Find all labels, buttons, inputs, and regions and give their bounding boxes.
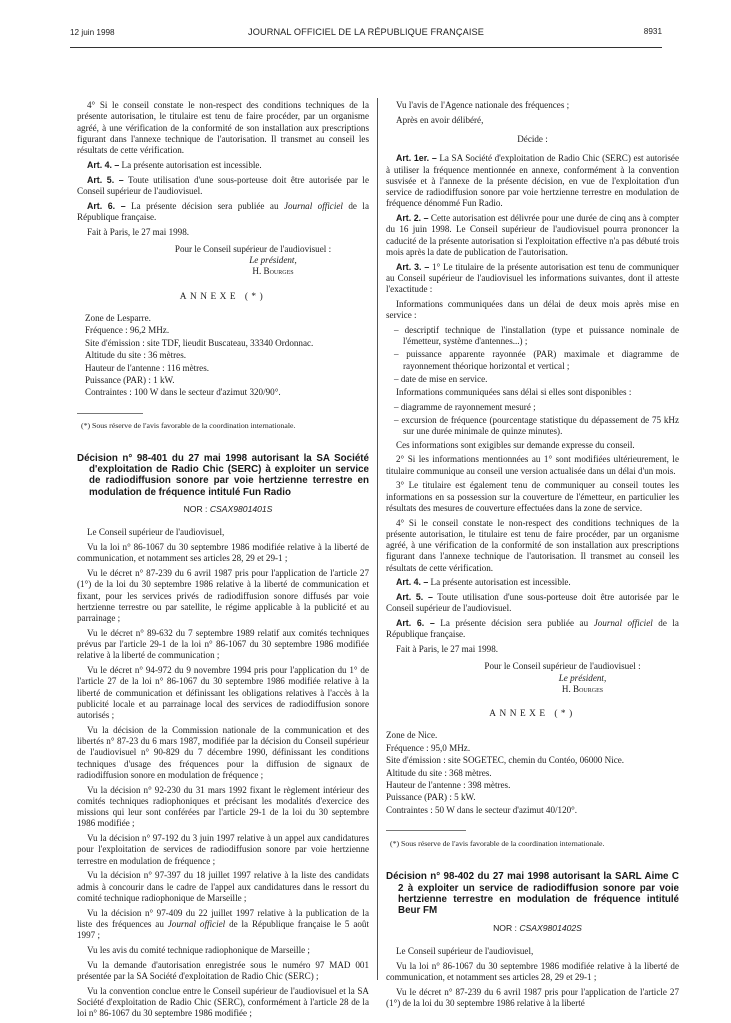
signature-block: Pour le Conseil supérieur de l'audiovisuel : Le président, H. Bourges bbox=[77, 244, 369, 278]
annexe-line: Altitude du site : 36 mètres. bbox=[85, 350, 187, 361]
list-item: – puissance apparente rayonnée (PAR) maximale et diagramme de rayonnement théorique horizontal et vertical ; bbox=[394, 349, 679, 371]
paragraph: Vu la décision de la Commission nationale de la communication et des libertés n° 87-23 du 6 mars 1987, modifiée par la décision du Conseil supérieur de l'audiovisuel n° 90-829 du 7 décembre 1990, définissant les conditions techniques d'usage des fréquences pour la diffusion de signaux de radiodiffusion sonore en modulation de fréquence ; bbox=[77, 724, 369, 780]
fait-a-paris: Fait à Paris, le 27 mai 1998. bbox=[396, 644, 499, 654]
annexe-title: ANNEXE (*) bbox=[489, 709, 576, 719]
paragraph: Vu la décision n° 97-397 du 18 juillet 1997 relative à la liste des candidats admis à concourir dans le cadre de l'appel aux candidatures dans le ressort du comité technique radiophonique de Marseille ; bbox=[77, 870, 369, 903]
page-header bbox=[70, 22, 662, 38]
footnote-rule bbox=[386, 830, 466, 832]
article-label: Art. 3. – bbox=[396, 261, 430, 272]
nor-reference: NOR : CSAX9801402S bbox=[493, 922, 582, 933]
article-label: Art. 6. – bbox=[87, 200, 126, 211]
column-divider bbox=[377, 98, 378, 980]
annexe-line: Zone de Lesparre. bbox=[85, 312, 151, 323]
signatory-role: Le président, bbox=[558, 672, 607, 683]
paragraph: Vu le décret n° 89-632 du 7 septembre 1989 relatif aux comités techniques prévus par l'article 29-1 de la loi n° 86-1067 du 30 septembre 1986 modifiée relative à la liberté de communication ; bbox=[77, 627, 369, 661]
paragraph: Vu le décret n° 94-972 du 9 novembre 1994 pris pour l'application du 1° de l'article 27 de la loi n° 86-1067 du 30 septembre 1986 modifiée relative à la liberté de communication et définissant les obligations relatives à l'accès à la publicité locale et au parrainage local des services de radiodiffusion sonore autorisés ; bbox=[77, 665, 369, 721]
article-label: Art. 5. – bbox=[87, 174, 124, 185]
annexe-line: Hauteur de l'antenne : 116 mètres. bbox=[85, 362, 210, 373]
paragraph: Vu la loi n° 86-1067 du 30 septembre 1986 modifiée relative à la liberté de communication, et notamment ses articles 28, 29 et 29-1 ; bbox=[77, 542, 369, 564]
paragraph: Informations communiquées dans un délai de deux mois après mise en service : bbox=[386, 298, 679, 320]
decision-title: Décision n° 98-402 du 27 mai 1998 autorisant la SARL Aime C 2 à exploiter un service de radiodiffusion sonore par voie hertzienne terrestre en modulation de fréquence intitulé Beur FM bbox=[386, 871, 679, 917]
article-6: Art. 6. – La présente décision sera publiée au Journal officiel de la République française. bbox=[77, 200, 369, 222]
list-item: – excursion de fréquence (pourcentage statistique du dépassement de 75 kHz sur une durée minimale de quinze minutes). bbox=[394, 415, 679, 437]
paragraph: 4° Si le conseil constate le non-respect des conditions techniques de la présente autorisation, le titulaire est tenu de faire procéder, par un organisme agréé, à une vérification de la conformité de son installation aux prescriptions figurant dans l'annexe technique de l'autorisation. Il transmet au conseil les résultats de cette vérification. bbox=[77, 100, 369, 155]
article-1: Art. 1er. – La SA Société d'exploitation de Radio Chic (SERC) est autorisée à utiliser la fréquence mentionnée en annexe, conformément à la convention susvisée et à l'annexe de la présente décision, en vue de l'exploitation d'un service de radiodiffusion sonore par voie hertzienne terrestre en modulation de fréquence dénommé Fun Radio. bbox=[386, 153, 679, 209]
signatory-name: H. Bourges bbox=[252, 266, 294, 277]
article-label: Art. 4. – bbox=[396, 577, 429, 588]
annexe-line: Zone de Nice. bbox=[386, 730, 438, 741]
paragraph: Vu l'avis de l'Agence nationale des fréquences ; bbox=[396, 100, 570, 110]
annexe-line: Hauteur de l'antenne : 398 mètres. bbox=[386, 780, 511, 790]
paragraph: 4° Si le conseil constate le non-respect des conditions techniques de la présente autorisation, le titulaire est tenu de faire procéder, par un organisme agréé, à une vérification de la conformité de son installation aux prescriptions figurant dans l'annexe technique de l'autorisation. Il transmet au conseil les résultats de cette vérification. bbox=[386, 517, 679, 573]
decide-heading: Décide : bbox=[517, 134, 548, 144]
annexe-line: Puissance (PAR) : 5 kW. bbox=[386, 792, 476, 803]
annexe-line: Site d'émission : site TDF, lieudit Buscateau, 33340 Ordonnac. bbox=[85, 337, 314, 348]
right-column bbox=[386, 100, 679, 1013]
article-6: Art. 6. – La présente décision sera publiée au Journal officiel de la République française. bbox=[386, 618, 679, 640]
annexe-line: Fréquence : 95,0 MHz. bbox=[386, 742, 471, 753]
annexe-title: ANNEXE (*) bbox=[179, 291, 267, 302]
annexe-line: Puissance (PAR) : 1 kW. bbox=[85, 374, 175, 385]
article-4: Art. 4. – La présente autorisation est incessible. bbox=[87, 159, 262, 170]
annexe-line: Contraintes : 100 W dans le secteur d'azimut 320/90°. bbox=[85, 387, 281, 398]
journal-title: JOURNAL OFFICIEL DE LA RÉPUBLIQUE FRANÇAISE bbox=[248, 27, 484, 37]
annexe-line: Site d'émission : site SOGETEC, chemin du Contéo, 06000 Nice. bbox=[386, 755, 625, 766]
paragraph: Vu la décision n° 92-230 du 31 mars 1992 fixant le règlement intérieur des comités techniques radiophoniques et précisant les modalités d'exercice des missions qui leur sont conférées par l'article 29-1 de la loi du 30 septembre 1986 modifiée ; bbox=[77, 784, 369, 829]
signatory-role: Le président, bbox=[249, 255, 297, 265]
annexe-list bbox=[386, 730, 679, 816]
article-5: Art. 5. – Toute utilisation d'une sous-porteuse doit être autorisée par le Conseil supérieur de l'audiovisuel. bbox=[77, 174, 369, 196]
paragraph: Vu les avis du comité technique radiophonique de Marseille ; bbox=[87, 944, 310, 955]
article-label: Art. 1er. – bbox=[396, 153, 437, 164]
page-number: 8931 bbox=[643, 27, 662, 36]
annexe-line: Fréquence : 96,2 MHz. bbox=[85, 325, 170, 336]
paragraph: Vu la décision n° 97-192 du 3 juin 1997 relative à un appel aux candidatures pour l'exploitation de services de radiodiffusion sonore par voie hertzienne terrestre en modulation de fréquence ; bbox=[77, 833, 369, 866]
paragraph: Vu le décret n° 87-239 du 6 avril 1987 pris pour l'application de l'article 27 (1°) de la loi du 30 septembre 1986 relative à la liberté bbox=[386, 986, 679, 1008]
fait-a-paris: Fait à Paris, le 27 mai 1998. bbox=[87, 226, 190, 237]
header-date: 12 juin 1998 bbox=[70, 28, 115, 37]
footnote: (*) Sous réserve de l'avis favorable de la coordination internationale. bbox=[390, 839, 605, 849]
paragraph: Vu la convention conclue entre le Conseil supérieur de l'audiovisuel et la SA Société d'exploitation de Radio Chic (SERC), conformément à l'article 28 de la loi n° 86-1067 du 30 septembre 1986 modifiée ; bbox=[77, 985, 369, 1019]
header-rule bbox=[70, 47, 662, 48]
article-label: Art. 5. – bbox=[396, 592, 433, 602]
footnote-rule bbox=[77, 413, 143, 414]
annexe-line: Altitude du site : 368 mètres. bbox=[386, 767, 492, 778]
list-item: – descriptif technique de l'installation (type et puissance nominale de l'émetteur, système d'antennes...) ; bbox=[394, 324, 680, 346]
article-4: Art. 4. – La présente autorisation est incessible. bbox=[396, 577, 571, 588]
paragraph: Vu la demande d'autorisation enregistrée sous le numéro 97 MAD 001 présentée par la SA Société d'exploitation de Radio Chic (SERC) ; bbox=[77, 959, 369, 981]
footnote: (*) Sous réserve de l'avis favorable de la coordination internationale. bbox=[81, 420, 296, 430]
paragraph: Le Conseil supérieur de l'audiovisuel, bbox=[87, 527, 225, 538]
article-2: Art. 2. – Cette autorisation est délivrée pour une durée de cinq ans à compter du 16 juin 1998. Le Conseil supérieur de l'audiovisuel pourra prononcer la caducité de la présente autorisation si l'exploitation effective n'a pas débuté trois mois après la date de publication de l'autorisation. bbox=[386, 213, 679, 257]
article-label: Art. 6. – bbox=[396, 618, 435, 628]
article-5: Art. 5. – Toute utilisation d'une sous-porteuse doit être autorisée par le Conseil supérieur de l'audiovisuel. bbox=[386, 592, 679, 614]
paragraph: Après en avoir délibéré, bbox=[396, 114, 484, 125]
paragraph: Ces informations sont exigibles sur demande expresse du conseil. bbox=[396, 439, 635, 450]
left-column bbox=[77, 100, 369, 1023]
paragraph: 3° Le titulaire est également tenu de communiquer au conseil toutes les informations en sa possession sur la couverture de l'émetteur, en particulier les résultats des mesures de couverture effectuées dans la zone de service. bbox=[386, 480, 679, 513]
paragraph: 2° Si les informations mentionnées au 1° sont modifiées ultérieurement, le titulaire communique au conseil une version actualisée dans un délai d'un mois. bbox=[386, 454, 679, 476]
paragraph: Le Conseil supérieur de l'audiovisuel, bbox=[396, 945, 534, 956]
annexe-list bbox=[77, 313, 369, 399]
list-item: – diagramme de rayonnement mesuré ; bbox=[394, 401, 536, 412]
paragraph: Informations communiquées sans délai si elles sont disponibles : bbox=[396, 387, 632, 397]
article-label: Art. 2. – bbox=[396, 213, 429, 223]
signature-block: Pour le Conseil supérieur de l'audiovisuel : Le président, H. Bourges bbox=[386, 661, 679, 695]
nor-reference: NOR : CSAX9801401S bbox=[183, 504, 273, 515]
article-label: Art. 4. – bbox=[87, 159, 120, 170]
paragraph: Vu le décret n° 87-239 du 6 avril 1987 pris pour l'application de l'article 27 (1°) de la loi du 30 septembre 1986 relative à la liberté de communication et fixant, pour les services privés de radiodiffusion sonore diffusés par voie hertzienne terrestre ou par satellite, le régime applicable à la publicité et au parrainage ; bbox=[77, 568, 369, 624]
signatory-name: H. Bourges bbox=[561, 683, 604, 694]
annexe-line: Contraintes : 50 W dans le secteur d'azimut 40/120°. bbox=[386, 804, 578, 815]
list-item: – date de mise en service. bbox=[394, 373, 488, 384]
paragraph: Vu la loi n° 86-1067 du 30 septembre 1986 modifiée relative à la liberté de communication, et notamment ses articles 28, 29 et 29-1 ; bbox=[386, 960, 679, 982]
paragraph: Vu la décision n° 97-409 du 22 juillet 1997 relative à la publication de la liste des fréquences au Journal officiel de la République française le 5 août 1997 ; bbox=[77, 907, 369, 941]
decision-title: Décision n° 98-401 du 27 mai 1998 autorisant la SA Société d'exploitation de Radio Chic (SERC) à exploiter un service de radiodiffusion sonore par voie hertzienne terrestre en modulation de fréquence intitulé Fun Radio bbox=[77, 452, 369, 498]
article-3: Art. 3. – 1° Le titulaire de la présente autorisation est tenu de communiquer au Conseil supérieur de l'audiovisuel les informations suivantes, dont il atteste l'exactitude : bbox=[386, 261, 679, 294]
